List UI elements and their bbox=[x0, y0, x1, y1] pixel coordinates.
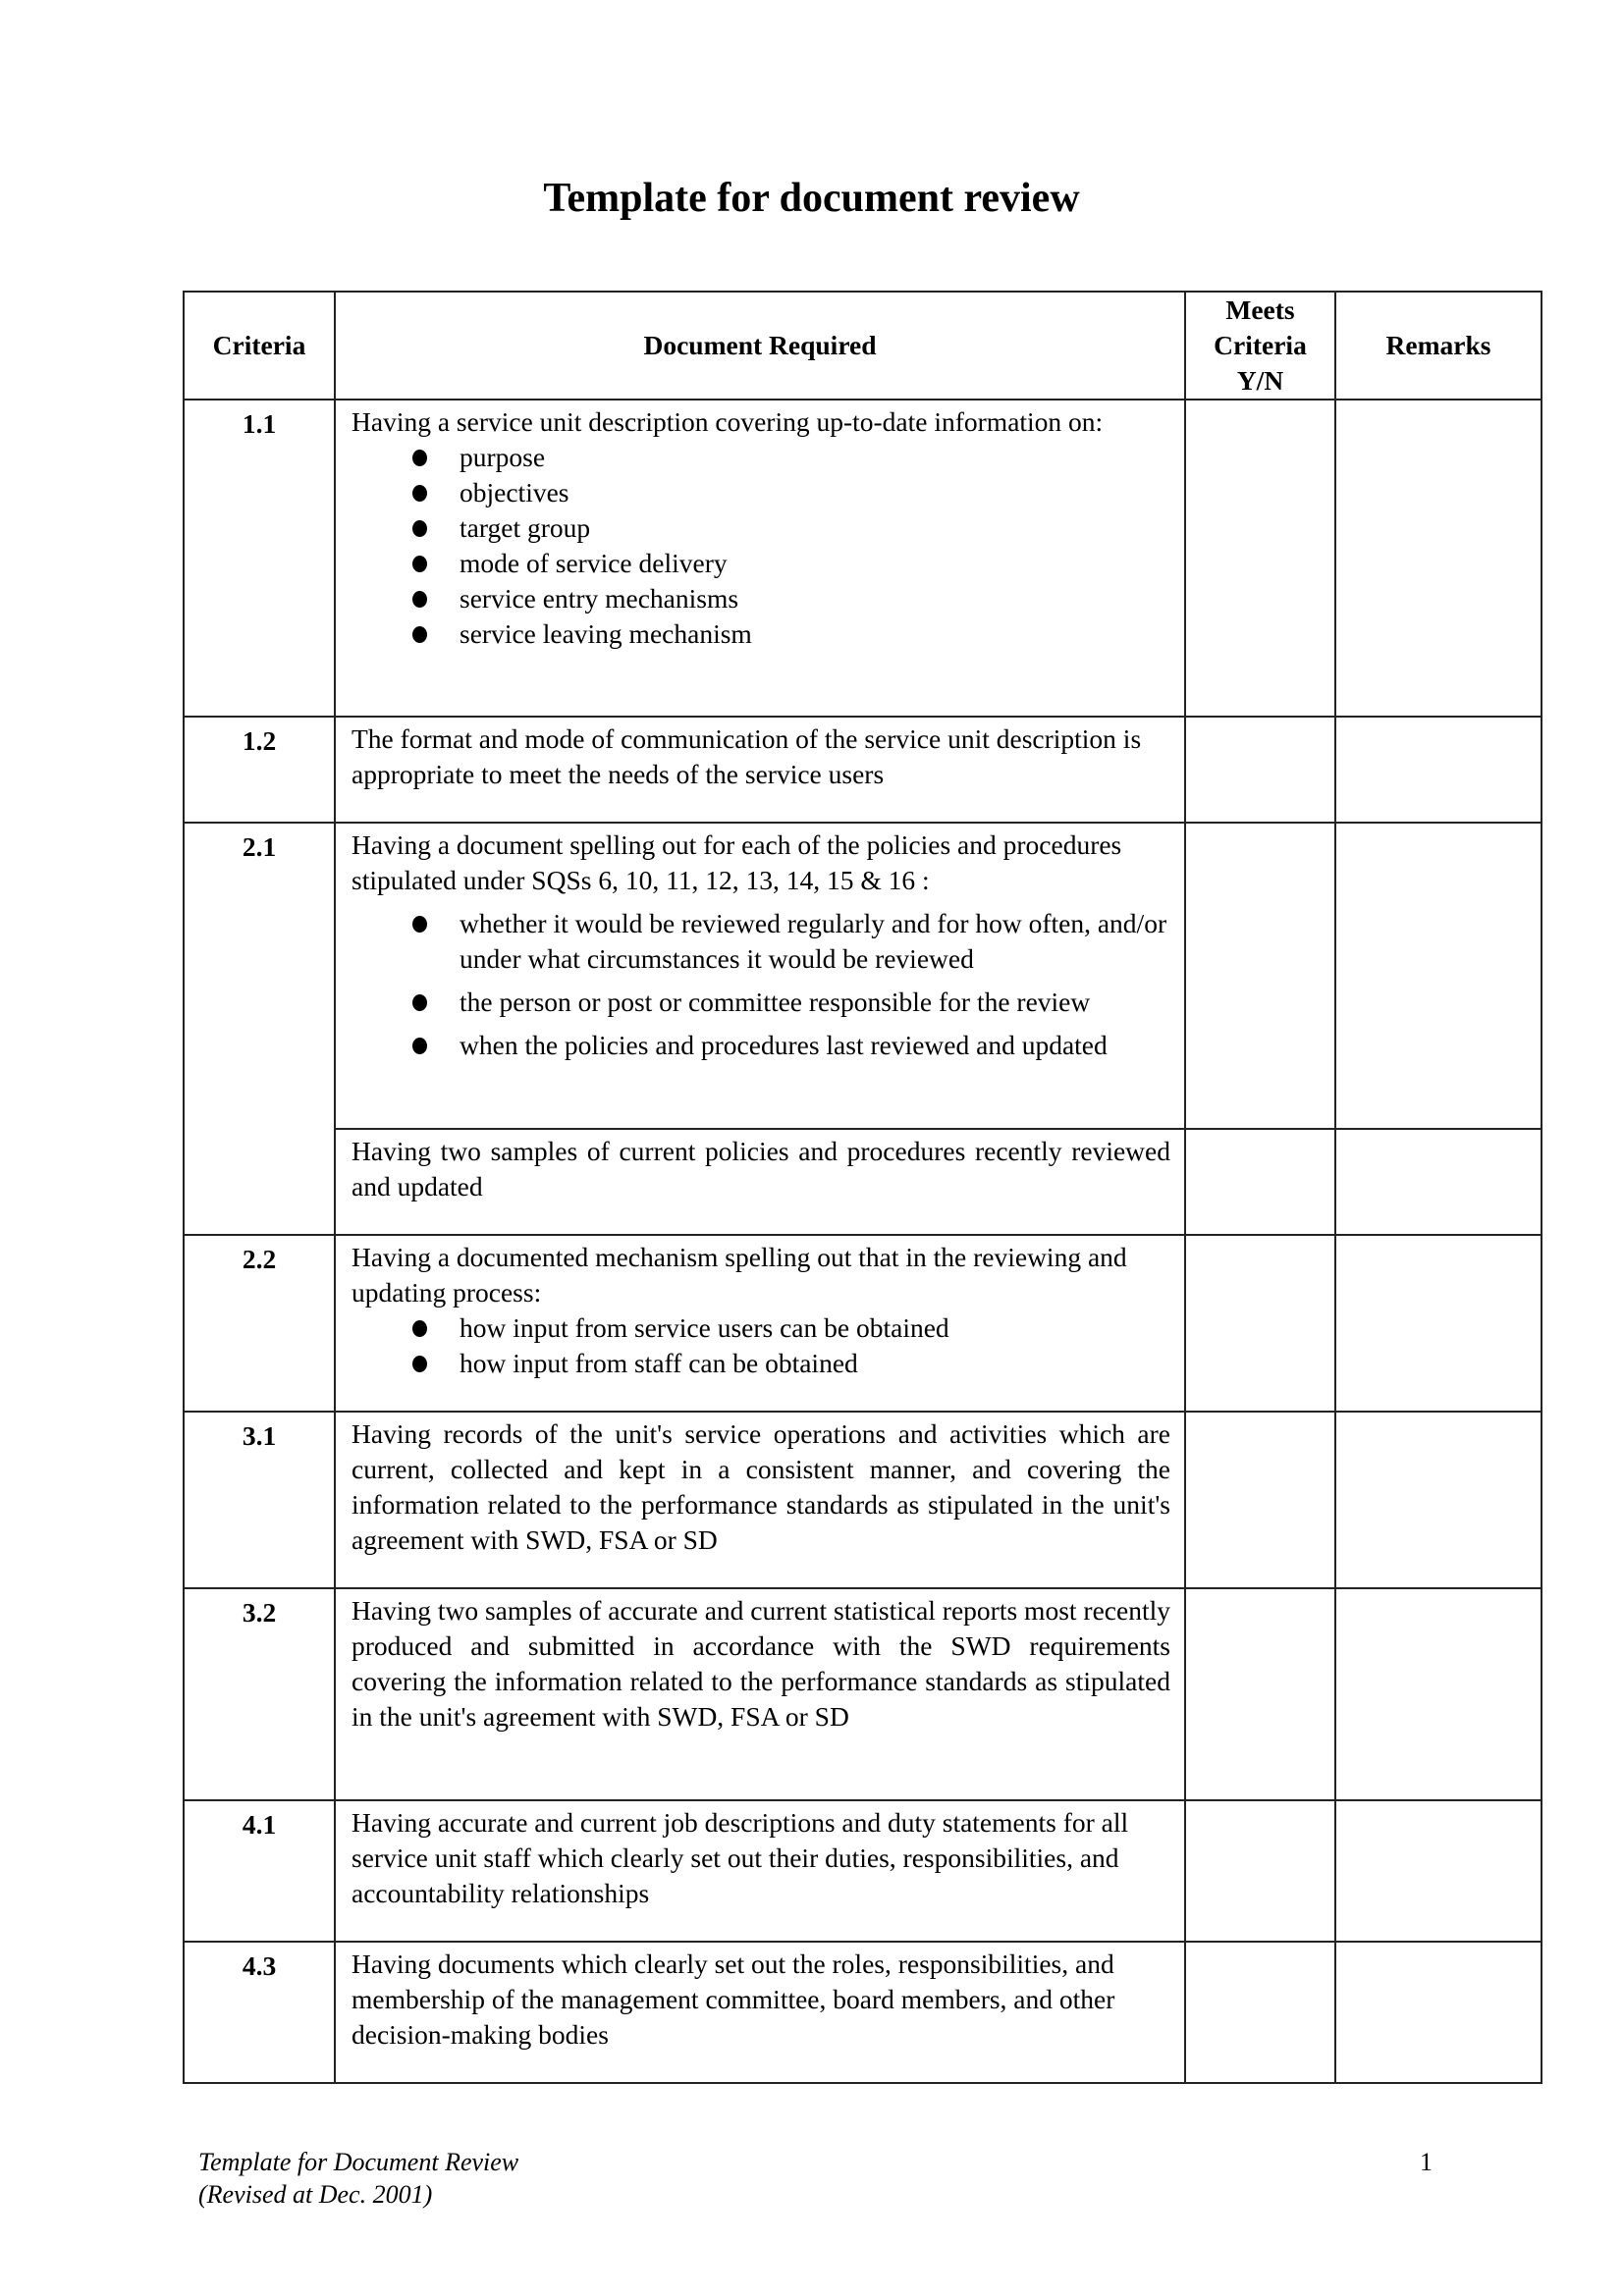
list-item: how input from service users can be obtained bbox=[352, 1310, 1170, 1346]
list-item: service entry mechanisms bbox=[352, 581, 1170, 616]
meets-criteria-cell[interactable] bbox=[1185, 1235, 1335, 1412]
criteria-cell: 2.2 bbox=[184, 1235, 335, 1412]
remarks-cell[interactable] bbox=[1335, 1942, 1542, 2083]
meets-criteria-cell[interactable] bbox=[1185, 1942, 1335, 2083]
page-number: 1 bbox=[1420, 2148, 1433, 2176]
list-item: target group bbox=[352, 510, 1170, 546]
remarks-cell[interactable] bbox=[1335, 1235, 1542, 1412]
list-item: whether it would be reviewed regularly and for how often, and/or under what circumstances it would be reviewed bbox=[352, 906, 1170, 977]
remarks-cell[interactable] bbox=[1335, 400, 1542, 717]
list-item: how input from staff can be obtained bbox=[352, 1346, 1170, 1381]
meets-criteria-cell[interactable] bbox=[1185, 1588, 1335, 1800]
table-row bbox=[184, 1942, 1542, 2083]
criteria-cell: 1.1 bbox=[184, 400, 335, 717]
header-remarks: Remarks bbox=[1335, 292, 1542, 400]
document-cell: Having a service unit description covering up-to-date information on: purpose objectives target group mode of service delivery service entry mechanisms service leaving mechanism bbox=[335, 400, 1185, 717]
table-row bbox=[184, 400, 1542, 717]
meets-criteria-cell[interactable] bbox=[1185, 1412, 1335, 1588]
table-row bbox=[184, 1235, 1542, 1412]
criteria-cell: 1.2 bbox=[184, 717, 335, 823]
criteria-cell: 3.1 bbox=[184, 1412, 335, 1588]
table-row bbox=[184, 1129, 1542, 1235]
table-row bbox=[184, 823, 1542, 1129]
table-row bbox=[184, 1800, 1542, 1942]
meets-criteria-cell[interactable] bbox=[1185, 1129, 1335, 1235]
document-cell: Having records of the unit's service operations and activities which are current, collected and kept in a consistent manner, and covering the information related to the performance standards as stipulated in the unit's agreement with SWD, FSA or SD bbox=[335, 1412, 1185, 1588]
meets-criteria-cell[interactable] bbox=[1185, 717, 1335, 823]
bullet-list bbox=[352, 1310, 1170, 1381]
bullet-list bbox=[352, 440, 1170, 652]
remarks-cell[interactable] bbox=[1335, 717, 1542, 823]
table-row bbox=[184, 717, 1542, 823]
header-row bbox=[184, 292, 1542, 400]
table-row bbox=[184, 1588, 1542, 1800]
document-cell: The format and mode of communication of the service unit description is appropriate to meet the needs of the service users bbox=[335, 717, 1185, 823]
criteria-cell: 4.3 bbox=[184, 1942, 335, 2083]
list-item: the person or post or committee responsible for the review bbox=[352, 985, 1170, 1020]
criteria-cell: 3.2 bbox=[184, 1588, 335, 1800]
header-meets-criteria: Meets Criteria Y/N bbox=[1185, 292, 1335, 400]
remarks-cell[interactable] bbox=[1335, 823, 1542, 1129]
review-table bbox=[183, 291, 1542, 2084]
document-cell: Having two samples of accurate and current statistical reports most recently produced and submitted in accordance with the SWD requirements covering the information related to the performance standards as stipulated in the unit's agreement with SWD, FSA or SD bbox=[335, 1588, 1185, 1800]
list-item: purpose bbox=[352, 440, 1170, 475]
document-cell: Having a documented mechanism spelling out that in the reviewing and updating process: how input from service users can be obtained how input from staff can be obtained bbox=[335, 1235, 1185, 1412]
bullet-list bbox=[352, 906, 1170, 1063]
list-item: when the policies and procedures last reviewed and updated bbox=[352, 1028, 1170, 1063]
criteria-cell: 4.1 bbox=[184, 1800, 335, 1942]
list-item: objectives bbox=[352, 475, 1170, 510]
page-title: Template for document review bbox=[543, 176, 1080, 221]
footer-revision: (Revised at Dec. 2001) bbox=[198, 2180, 433, 2209]
table-row bbox=[184, 1412, 1542, 1588]
document-cell: Having two samples of current policies and procedures recently reviewed and updated bbox=[335, 1129, 1185, 1235]
remarks-cell[interactable] bbox=[1335, 1800, 1542, 1942]
document-cell: Having a document spelling out for each of the policies and procedures stipulated under SQSs 6, 10, 11, 12, 13, 14, 15 & 16 : whether it would be reviewed regularly and for how often, and/or under what circumstances it would be reviewed the person or post or committee responsible for the review when the policies and procedures last reviewed and updated bbox=[335, 823, 1185, 1129]
remarks-cell[interactable] bbox=[1335, 1588, 1542, 1800]
remarks-cell[interactable] bbox=[1335, 1412, 1542, 1588]
document-cell: Having documents which clearly set out the roles, responsibilities, and membership of the management committee, board members, and other decision-making bodies bbox=[335, 1942, 1185, 2083]
footer-title: Template for Document Review bbox=[198, 2148, 519, 2176]
meets-criteria-cell[interactable] bbox=[1185, 823, 1335, 1129]
list-item: mode of service delivery bbox=[352, 546, 1170, 581]
header-criteria: Criteria bbox=[184, 292, 335, 400]
remarks-cell[interactable] bbox=[1335, 1129, 1542, 1235]
list-item: service leaving mechanism bbox=[352, 616, 1170, 652]
criteria-cell: 2.1 bbox=[184, 823, 335, 1235]
meets-criteria-cell[interactable] bbox=[1185, 400, 1335, 717]
meets-criteria-cell[interactable] bbox=[1185, 1800, 1335, 1942]
document-cell: Having accurate and current job descriptions and duty statements for all service unit staff which clearly set out their duties, responsibilities, and accountability relationships bbox=[335, 1800, 1185, 1942]
header-document-required: Document Required bbox=[335, 292, 1185, 400]
